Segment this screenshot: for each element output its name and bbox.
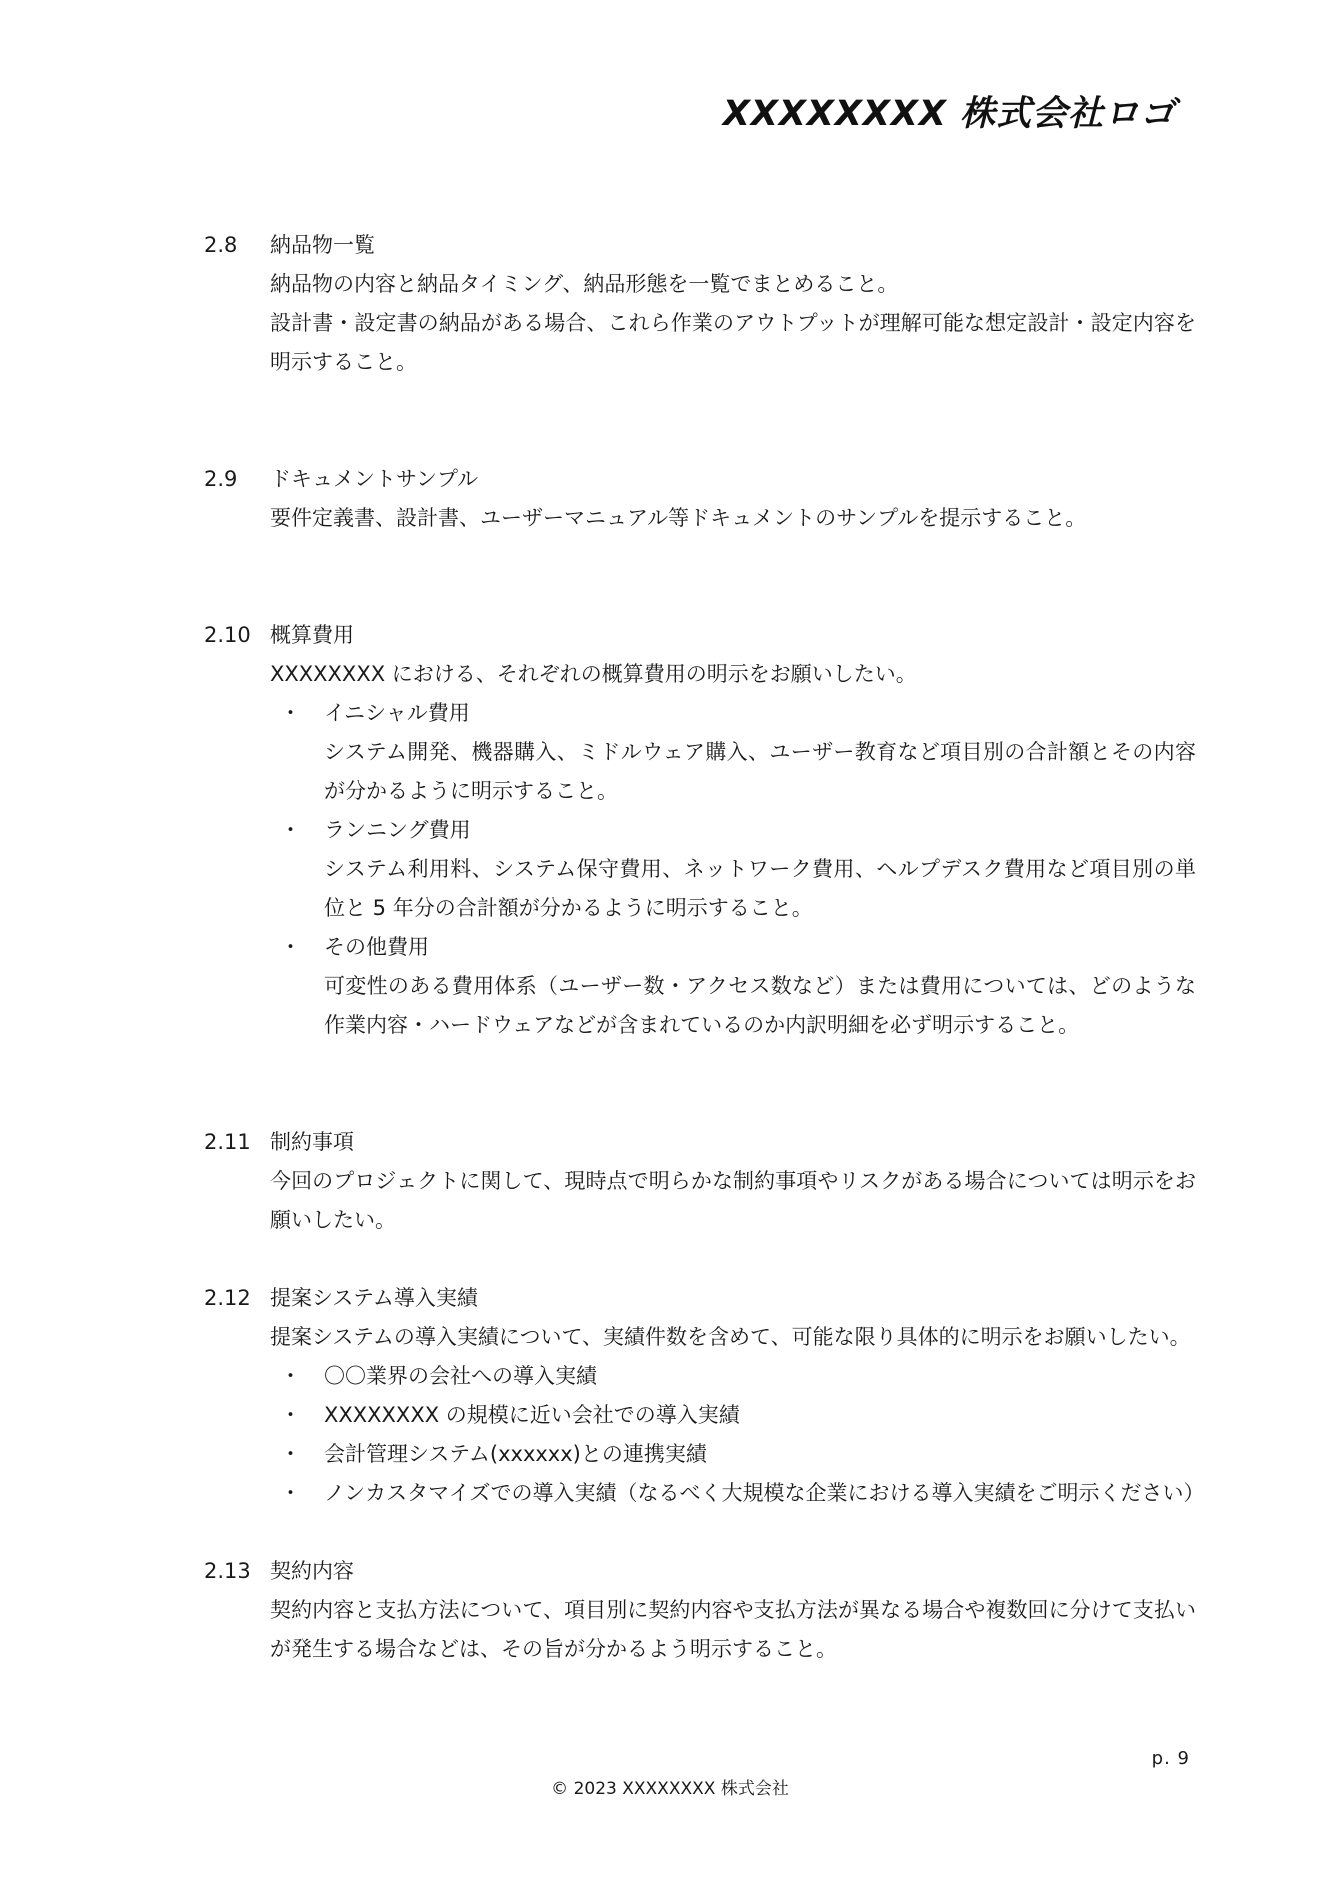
section-number: 2.11 [204,1130,251,1154]
bullet-dot: ・ [280,1442,301,1466]
section-title: 提案システム導入実績 [270,1286,478,1310]
bullet-label: 会計管理システム(xxxxxx)との連携実績 [324,1442,707,1466]
section-heading [204,616,354,655]
section-paragraph: 提案システムの導入実績について、実績件数を含めて、可能な限り具体的に明示をお願いしたい。 [270,1325,1191,1349]
company-logo: XXXXXXXX 株式会社ロゴ [722,94,1176,134]
section-title: 概算費用 [270,623,354,647]
bullet-label: ノンカスタマイズでの導入実績（なるべく大規模な企業における導入実績をご明示ください） [324,1481,1205,1505]
bullet-item [280,811,471,850]
section-heading [204,1123,354,1162]
bullet-dot: ・ [280,935,301,959]
bullet-description: システム開発、機器購入、ミドルウェア購入、ユーザー教育など項目別の合計額とその内容が分かるように明示すること。 [324,740,1196,803]
bullet-item [280,1396,740,1435]
bullet-description: 可変性のある費用体系（ユーザー数・アクセス数など）または費用については、どのような作業内容・ハードウェアなどが含まれているのか内訳明細を必ず明示すること。 [324,974,1196,1037]
section-paragraph: 設計書・設定書の納品がある場合、これら作業のアウトプットが理解可能な想定設計・設定内容を明示すること。 [270,311,1196,374]
section-title: 契約内容 [270,1559,354,1583]
page-number: p. 9 [1151,1748,1190,1769]
section-number: 2.12 [204,1286,251,1310]
section-title: ドキュメントサンプル [270,467,479,491]
bullet-label: イニシャル費用 [324,701,470,725]
bullet-label: ランニング費用 [324,818,471,842]
bullet-label: 〇〇業界の会社への導入実績 [324,1364,597,1388]
section-paragraph: 今回のプロジェクトに関して、現時点で明らかな制約事項やリスクがある場合については明示をお願いしたい。 [270,1169,1196,1232]
section-number: 2.8 [204,233,238,257]
bullet-item [280,694,470,733]
copyright-notice: © 2023 XXXXXXXX 株式会社 [551,1779,789,1799]
section-number: 2.10 [204,623,251,647]
bullet-dot: ・ [280,1481,301,1505]
bullet-label: XXXXXXXX の規模に近い会社での導入実績 [324,1403,740,1427]
bullet-item [280,1474,1205,1513]
section-title: 納品物一覧 [270,233,375,257]
section-number: 2.9 [204,467,238,491]
section-paragraph: 契約内容と支払方法について、項目別に契約内容や支払方法が異なる場合や複数回に分けて支払いが発生する場合などは、その旨が分かるよう明示すること。 [270,1598,1196,1661]
section-paragraph: 要件定義書、設計書、ユーザーマニュアル等ドキュメントのサンプルを提示すること。 [270,506,1087,530]
bullet-label: その他費用 [324,935,429,959]
bullet-dot: ・ [280,1403,301,1427]
bullet-item [280,1357,597,1396]
section-heading [204,226,375,265]
bullet-dot: ・ [280,701,301,725]
section-heading [204,460,478,499]
section-title: 制約事項 [270,1130,354,1154]
bullet-item [280,1435,707,1474]
section-number: 2.13 [204,1559,251,1583]
bullet-item [280,928,429,967]
section-heading [204,1279,478,1318]
section-paragraph: XXXXXXXX における、それぞれの概算費用の明示をお願いしたい。 [270,662,917,686]
bullet-dot: ・ [280,1364,301,1388]
section-heading [204,1552,354,1591]
section-paragraph: 納品物の内容と納品タイミング、納品形態を一覧でまとめること。 [270,272,899,296]
bullet-dot: ・ [280,818,301,842]
bullet-description: システム利用料、システム保守費用、ネットワーク費用、ヘルプデスク費用など項目別の単位と 5 年分の合計額が分かるように明示すること。 [324,857,1196,920]
